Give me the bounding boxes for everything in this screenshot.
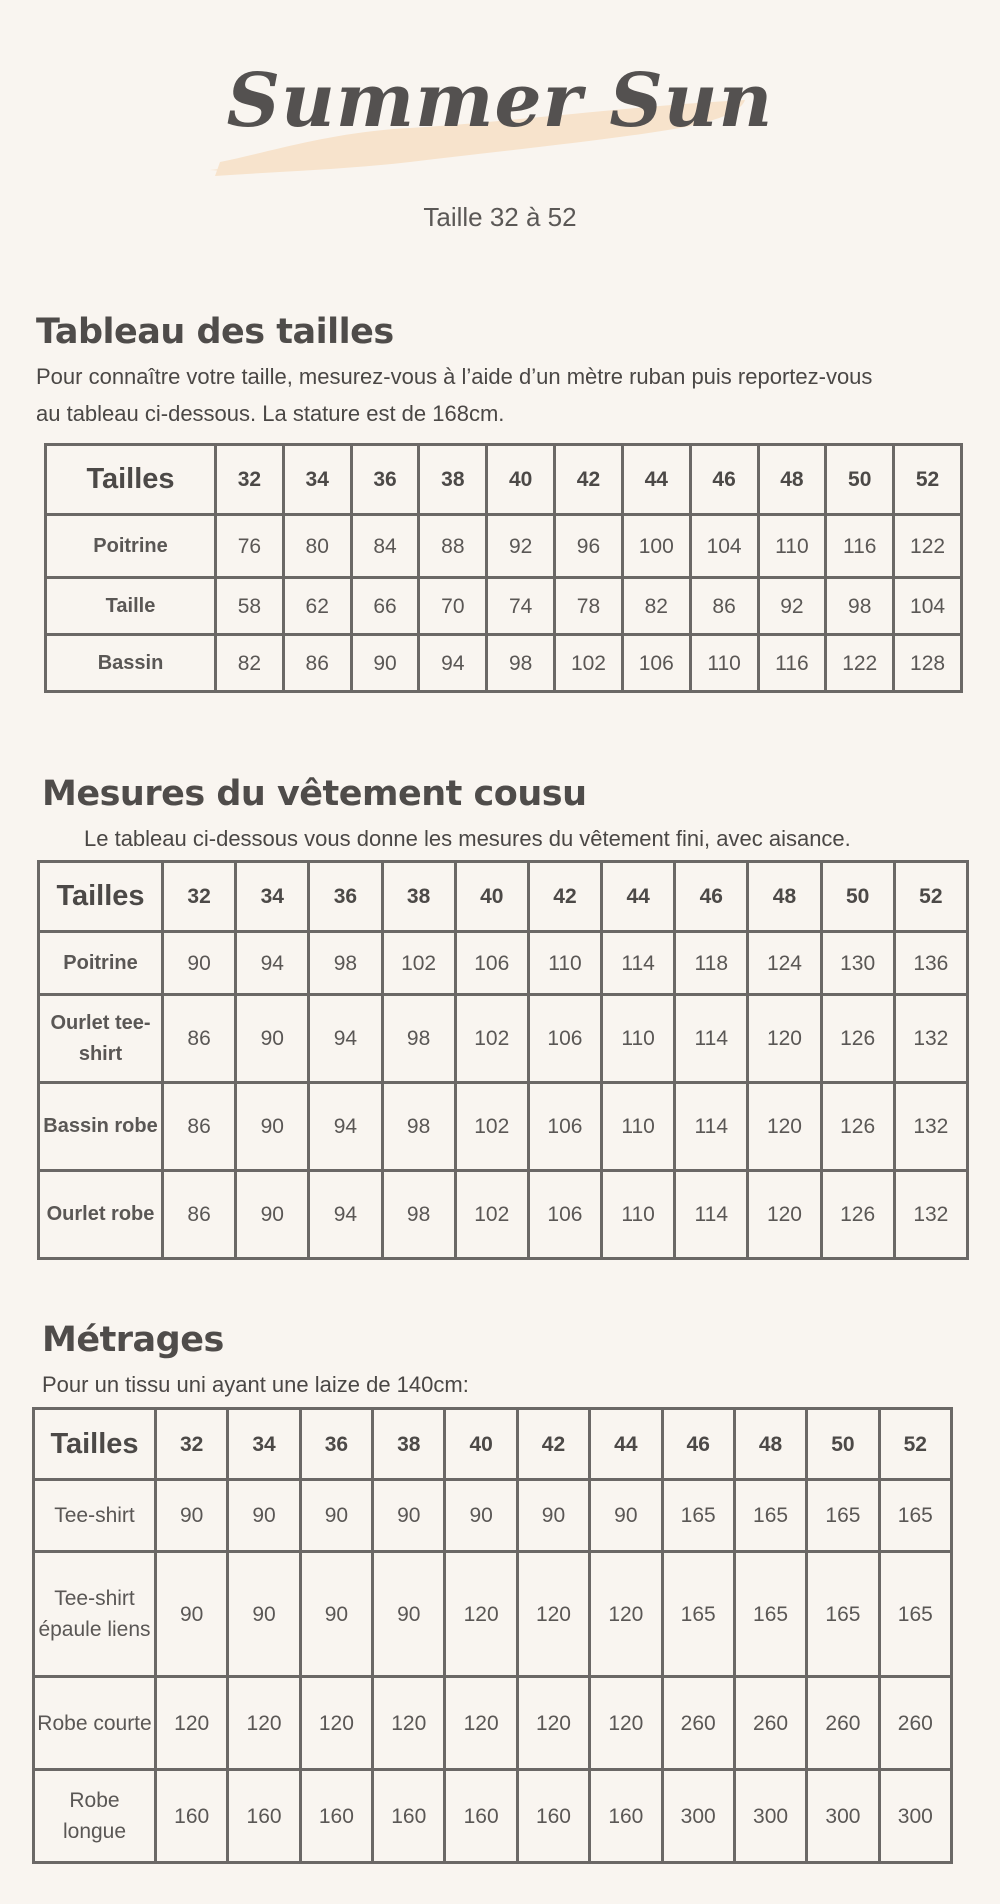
table-cell: 100 xyxy=(622,515,690,578)
section-text: Pour un tissu uni ayant une laize de 140cm: xyxy=(42,1372,469,1397)
table-cell: 92 xyxy=(487,515,555,578)
table-cell: 106 xyxy=(528,1171,601,1259)
table-row xyxy=(46,578,962,635)
table-cell: 120 xyxy=(156,1677,228,1770)
section-yardage xyxy=(42,1320,982,1403)
table-cell: 90 xyxy=(300,1480,372,1552)
table-cell: 90 xyxy=(236,1083,309,1171)
table-cell: 86 xyxy=(163,1083,236,1171)
table-row xyxy=(46,515,962,578)
table-cell: 126 xyxy=(821,1083,894,1171)
table-cell: 90 xyxy=(590,1480,662,1552)
table-cell: 122 xyxy=(826,635,894,692)
table-cell: 88 xyxy=(419,515,487,578)
size-header: 34 xyxy=(283,445,351,515)
table-cell: 160 xyxy=(373,1770,445,1863)
size-header: 52 xyxy=(894,445,962,515)
section-text: au tableau ci-dessous. La stature est de 168cm. xyxy=(36,401,505,426)
table-cell: 82 xyxy=(216,635,284,692)
table-cell: 300 xyxy=(662,1770,734,1863)
section-heading: Mesures du vêtement cousu xyxy=(42,774,587,814)
table-cell: 120 xyxy=(748,995,821,1083)
table-cell: 98 xyxy=(309,932,382,995)
table-cell: 128 xyxy=(894,635,962,692)
table-cell: 300 xyxy=(734,1770,806,1863)
table-row xyxy=(39,1171,968,1259)
size-header: 46 xyxy=(690,445,758,515)
size-header: 50 xyxy=(826,445,894,515)
table-cell: 86 xyxy=(283,635,351,692)
table-cell: 86 xyxy=(163,995,236,1083)
size-header: 48 xyxy=(748,862,821,932)
table-cell: 165 xyxy=(662,1480,734,1552)
table-cell: 116 xyxy=(758,635,826,692)
table-cell: 165 xyxy=(807,1552,879,1677)
table-cell: 120 xyxy=(445,1677,517,1770)
table-cell: 110 xyxy=(690,635,758,692)
size-header: 36 xyxy=(351,445,419,515)
table-cell: 98 xyxy=(826,578,894,635)
size-header: 36 xyxy=(309,862,382,932)
garment-measures-table xyxy=(37,860,969,1260)
table-cell: 132 xyxy=(894,1171,967,1259)
table-cell: 116 xyxy=(826,515,894,578)
row-label: Poitrine xyxy=(39,932,163,995)
yardage-table xyxy=(32,1407,953,1864)
section-text: Pour connaître votre taille, mesurez-vous à l’aide d’un mètre ruban puis reportez-vous xyxy=(36,364,873,389)
table-cell: 110 xyxy=(602,995,675,1083)
table-cell: 136 xyxy=(894,932,967,995)
size-header: 50 xyxy=(821,862,894,932)
size-header: 36 xyxy=(300,1409,372,1480)
table-cell: 90 xyxy=(517,1480,589,1552)
table-cell: 165 xyxy=(879,1480,951,1552)
table-cell: 160 xyxy=(517,1770,589,1863)
table-cell: 114 xyxy=(675,1171,748,1259)
section-text: Le tableau ci-dessous vous donne les mesures du vêtement fini, avec aisance. xyxy=(84,826,851,851)
size-header: 38 xyxy=(382,862,455,932)
table-cell: 120 xyxy=(445,1552,517,1677)
table-cell: 120 xyxy=(590,1677,662,1770)
table-cell: 86 xyxy=(163,1171,236,1259)
size-header: 38 xyxy=(419,445,487,515)
table-cell: 90 xyxy=(351,635,419,692)
size-header: 44 xyxy=(590,1409,662,1480)
size-header: 44 xyxy=(602,862,675,932)
table-cell: 165 xyxy=(662,1552,734,1677)
table-corner: Tailles xyxy=(34,1409,156,1480)
table-cell: 130 xyxy=(821,932,894,995)
table-cell: 132 xyxy=(894,995,967,1083)
table-cell: 114 xyxy=(602,932,675,995)
table-cell: 118 xyxy=(675,932,748,995)
table-cell: 165 xyxy=(734,1480,806,1552)
table-cell: 92 xyxy=(758,578,826,635)
table-cell: 160 xyxy=(228,1770,300,1863)
table-cell: 114 xyxy=(675,1083,748,1171)
table-cell: 120 xyxy=(748,1171,821,1259)
table-cell: 66 xyxy=(351,578,419,635)
table-cell: 58 xyxy=(216,578,284,635)
row-label: Bassin robe xyxy=(39,1083,163,1171)
table-header-row xyxy=(39,862,968,932)
size-header: 32 xyxy=(216,445,284,515)
size-header: 48 xyxy=(758,445,826,515)
table-cell: 120 xyxy=(300,1677,372,1770)
table-cell: 94 xyxy=(309,995,382,1083)
table-row xyxy=(39,995,968,1083)
table-cell: 110 xyxy=(602,1083,675,1171)
table-cell: 94 xyxy=(236,932,309,995)
size-header: 42 xyxy=(555,445,623,515)
size-header: 46 xyxy=(675,862,748,932)
table-cell: 106 xyxy=(528,995,601,1083)
table-cell: 300 xyxy=(807,1770,879,1863)
section-heading: Métrages xyxy=(42,1320,224,1360)
table-cell: 98 xyxy=(487,635,555,692)
table-cell: 120 xyxy=(517,1552,589,1677)
table-cell: 70 xyxy=(419,578,487,635)
table-cell: 160 xyxy=(445,1770,517,1863)
table-cell: 120 xyxy=(373,1677,445,1770)
table-cell: 260 xyxy=(879,1677,951,1770)
table-cell: 160 xyxy=(300,1770,372,1863)
size-header: 32 xyxy=(163,862,236,932)
table-cell: 120 xyxy=(748,1083,821,1171)
size-header: 52 xyxy=(894,862,967,932)
table-cell: 76 xyxy=(216,515,284,578)
table-cell: 94 xyxy=(309,1083,382,1171)
section-garment-measures xyxy=(42,774,982,857)
size-header: 44 xyxy=(622,445,690,515)
table-cell: 165 xyxy=(734,1552,806,1677)
table-row xyxy=(34,1480,952,1552)
size-header: 50 xyxy=(807,1409,879,1480)
table-cell: 84 xyxy=(351,515,419,578)
table-cell: 104 xyxy=(690,515,758,578)
row-label: Ourlet tee-shirt xyxy=(39,995,163,1083)
table-header-row xyxy=(46,445,962,515)
page-subtitle: Taille 32 à 52 xyxy=(423,202,577,232)
row-label: Robe courte xyxy=(34,1677,156,1770)
table-cell: 80 xyxy=(283,515,351,578)
table-cell: 90 xyxy=(373,1552,445,1677)
size-header: 40 xyxy=(455,862,528,932)
table-corner: Tailles xyxy=(39,862,163,932)
table-cell: 106 xyxy=(455,932,528,995)
table-cell: 74 xyxy=(487,578,555,635)
table-row xyxy=(46,635,962,692)
table-cell: 86 xyxy=(690,578,758,635)
table-cell: 165 xyxy=(807,1480,879,1552)
table-cell: 160 xyxy=(590,1770,662,1863)
table-cell: 90 xyxy=(373,1480,445,1552)
table-cell: 90 xyxy=(236,995,309,1083)
table-corner: Tailles xyxy=(46,445,216,515)
table-cell: 82 xyxy=(622,578,690,635)
table-cell: 165 xyxy=(879,1552,951,1677)
table-cell: 94 xyxy=(419,635,487,692)
table-row xyxy=(39,1083,968,1171)
table-cell: 102 xyxy=(455,1083,528,1171)
table-cell: 90 xyxy=(300,1552,372,1677)
table-cell: 98 xyxy=(382,1171,455,1259)
size-header: 40 xyxy=(445,1409,517,1480)
table-cell: 102 xyxy=(455,1171,528,1259)
table-cell: 78 xyxy=(555,578,623,635)
section-size-chart xyxy=(36,312,976,432)
table-cell: 90 xyxy=(236,1171,309,1259)
table-cell: 106 xyxy=(528,1083,601,1171)
row-label: Taille xyxy=(46,578,216,635)
size-header: 52 xyxy=(879,1409,951,1480)
table-row xyxy=(34,1770,952,1863)
table-cell: 62 xyxy=(283,578,351,635)
size-header: 40 xyxy=(487,445,555,515)
table-cell: 90 xyxy=(445,1480,517,1552)
size-header: 42 xyxy=(517,1409,589,1480)
table-cell: 122 xyxy=(894,515,962,578)
table-cell: 160 xyxy=(156,1770,228,1863)
table-cell: 114 xyxy=(675,995,748,1083)
table-cell: 102 xyxy=(382,932,455,995)
size-header: 48 xyxy=(734,1409,806,1480)
size-header: 34 xyxy=(228,1409,300,1480)
table-row xyxy=(34,1677,952,1770)
table-cell: 126 xyxy=(821,1171,894,1259)
table-cell: 110 xyxy=(528,932,601,995)
size-header: 34 xyxy=(236,862,309,932)
table-cell: 120 xyxy=(228,1677,300,1770)
section-heading: Tableau des tailles xyxy=(36,312,394,352)
table-cell: 90 xyxy=(156,1480,228,1552)
table-cell: 132 xyxy=(894,1083,967,1171)
table-cell: 102 xyxy=(555,635,623,692)
table-row xyxy=(39,932,968,995)
table-cell: 98 xyxy=(382,995,455,1083)
table-cell: 124 xyxy=(748,932,821,995)
table-row xyxy=(34,1552,952,1677)
table-cell: 120 xyxy=(590,1552,662,1677)
table-cell: 90 xyxy=(156,1552,228,1677)
size-header: 42 xyxy=(528,862,601,932)
table-cell: 98 xyxy=(382,1083,455,1171)
table-cell: 90 xyxy=(163,932,236,995)
row-label: Tee-shirt épaule liens xyxy=(34,1552,156,1677)
table-cell: 260 xyxy=(807,1677,879,1770)
table-cell: 94 xyxy=(309,1171,382,1259)
row-label: Poitrine xyxy=(46,515,216,578)
table-cell: 104 xyxy=(894,578,962,635)
size-header: 46 xyxy=(662,1409,734,1480)
header xyxy=(0,0,1000,260)
size-chart-table xyxy=(44,443,963,693)
table-cell: 120 xyxy=(517,1677,589,1770)
row-label: Tee-shirt xyxy=(34,1480,156,1552)
page-title: Summer Sun xyxy=(226,58,774,144)
table-cell: 102 xyxy=(455,995,528,1083)
table-cell: 106 xyxy=(622,635,690,692)
row-label: Ourlet robe xyxy=(39,1171,163,1259)
table-cell: 260 xyxy=(734,1677,806,1770)
table-cell: 300 xyxy=(879,1770,951,1863)
table-cell: 126 xyxy=(821,995,894,1083)
table-cell: 260 xyxy=(662,1677,734,1770)
size-header: 32 xyxy=(156,1409,228,1480)
table-cell: 96 xyxy=(555,515,623,578)
row-label: Robe longue xyxy=(34,1770,156,1863)
table-cell: 90 xyxy=(228,1552,300,1677)
table-cell: 90 xyxy=(228,1480,300,1552)
size-header: 38 xyxy=(373,1409,445,1480)
table-cell: 110 xyxy=(758,515,826,578)
table-header-row xyxy=(34,1409,952,1480)
row-label: Bassin xyxy=(46,635,216,692)
table-cell: 110 xyxy=(602,1171,675,1259)
